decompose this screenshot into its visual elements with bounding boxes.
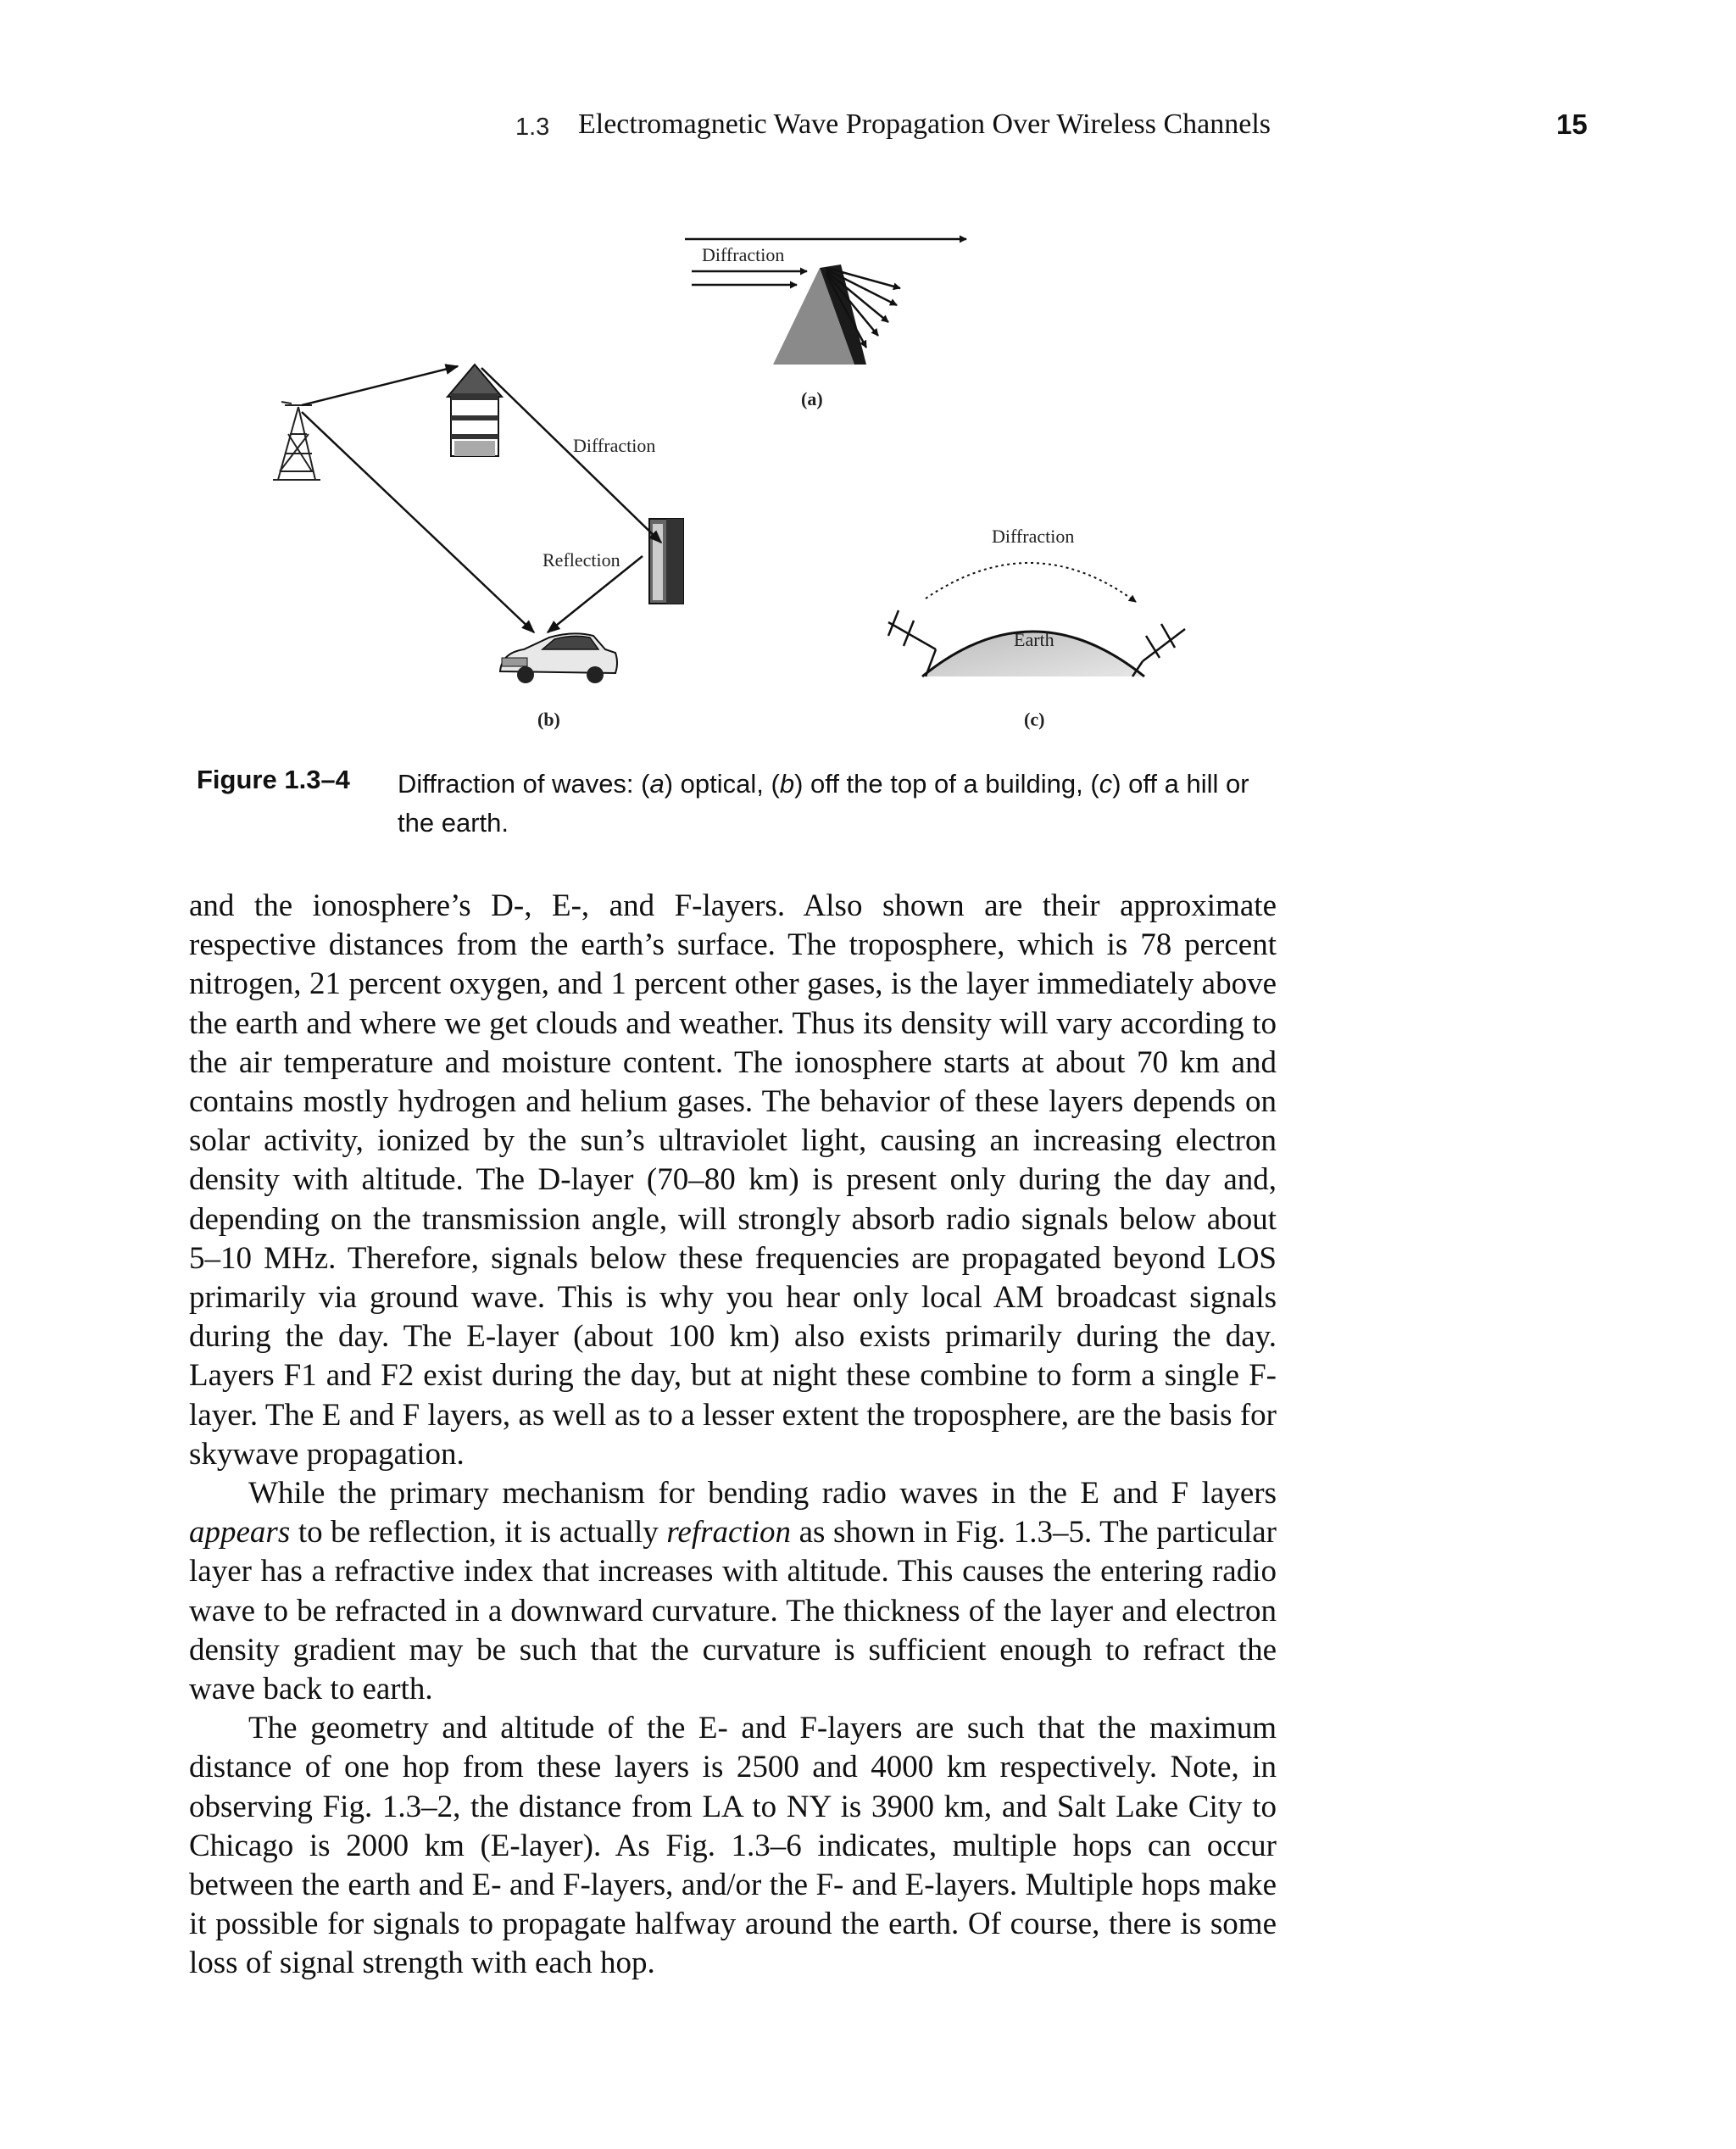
tall-building-icon bbox=[448, 365, 502, 456]
panel-c-diffraction-label: Diffraction bbox=[992, 526, 1075, 547]
car-icon bbox=[500, 633, 617, 683]
running-head bbox=[0, 109, 1736, 151]
figure-1-3-4 bbox=[0, 203, 1736, 763]
panel-b bbox=[273, 365, 683, 730]
panel-c bbox=[888, 526, 1185, 730]
paragraph-1: and the ionosphere’s D-, E-, and F-layers. Also shown are their approximate respective distances from the earth’s surface. The troposphere, which is 78 percent nitrogen, 21 percent oxygen, and 1 percent other gases, is the layer immediately above the earth and where we get clouds and weather. Thus its density will vary according to the air temperature and moisture content. The ionosphere starts at about 70 km and contains mostly hydrogen and helium gases. The behavior of these layers depends on solar activity, ionized by the sun’s ultraviolet light, causing an increasing electron density with altitude. The D-layer (70–80 km) is present only during the day and, depending on the transmission angle, will strongly absorb radio signals below about 5–10 MHz. Therefore, signals below these frequencies are propagated beyond LOS primarily via ground wave. This is why you hear only local AM broadcast signals during the day. The E-layer (about 100 km) also exists primarily during the day. Layers F1 and F2 exist during the day, but at night these combine to form a single F-layer. The E and F layers, as well as to a lesser extent the troposphere, are the basis for skywave propagation. bbox=[189, 888, 1277, 1472]
figure-caption-label: Figure 1.3–4 bbox=[197, 765, 350, 794]
page-number: 15 bbox=[1556, 109, 1588, 140]
panel-a-diffraction-label: Diffraction bbox=[702, 244, 785, 265]
paragraph-3: The geometry and altitude of the E- and F-layers are such that the maximum distance of one hop from these layers is 2500 and 4000 km respectively. Note, in observing Fig. 1.3–2, the distance from LA to NY is 3900 km, and Salt Lake City to Chicago is 2000 km (E-layer). As Fig. 1.3–6 indicates, multiple hops can occur between the earth and E- and F-layers, and/or the F- and E-layers. Multiple hops make it possible for signals to propagate halfway around the earth. Of course, there is some loss of signal strength with each hop. bbox=[189, 1711, 1277, 1981]
panel-b-label: (b) bbox=[537, 709, 560, 730]
left-antenna-icon bbox=[888, 610, 936, 676]
section-number: 1.3 bbox=[515, 114, 550, 141]
figure-caption: Diffraction of waves: (a) optical, (b) off the top of a building, (c) off a hill or the earth. bbox=[398, 769, 1249, 838]
figure-illustration bbox=[0, 203, 1736, 763]
panel-a-label: (a) bbox=[801, 388, 823, 409]
body-text bbox=[189, 887, 1277, 1984]
paragraph-2: While the primary mechanism for bending radio waves in the E and F layers appears to be reflection, it is actually refraction as shown in Fig. 1.3–5. The particular layer has a refractive index that increases with altitude. This causes the entering radio wave to be refracted in a downward curvature. The thickness of the layer and electron density gradient may be such that the curvature is sufficient enough to refract the wave back to earth. bbox=[189, 1476, 1277, 1707]
panel-a bbox=[685, 239, 966, 409]
antenna-tower-icon bbox=[273, 402, 320, 480]
panel-b-diffraction-label: Diffraction bbox=[573, 435, 656, 456]
right-antenna-icon bbox=[1132, 624, 1185, 676]
panel-c-earth-label: Earth bbox=[1014, 629, 1054, 650]
panel-c-label: (c) bbox=[1024, 709, 1045, 730]
section-title: Electromagnetic Wave Propagation Over Wireless Channels bbox=[578, 109, 1271, 140]
building-icon bbox=[649, 519, 683, 604]
panel-b-reflection-label: Reflection bbox=[542, 549, 620, 571]
